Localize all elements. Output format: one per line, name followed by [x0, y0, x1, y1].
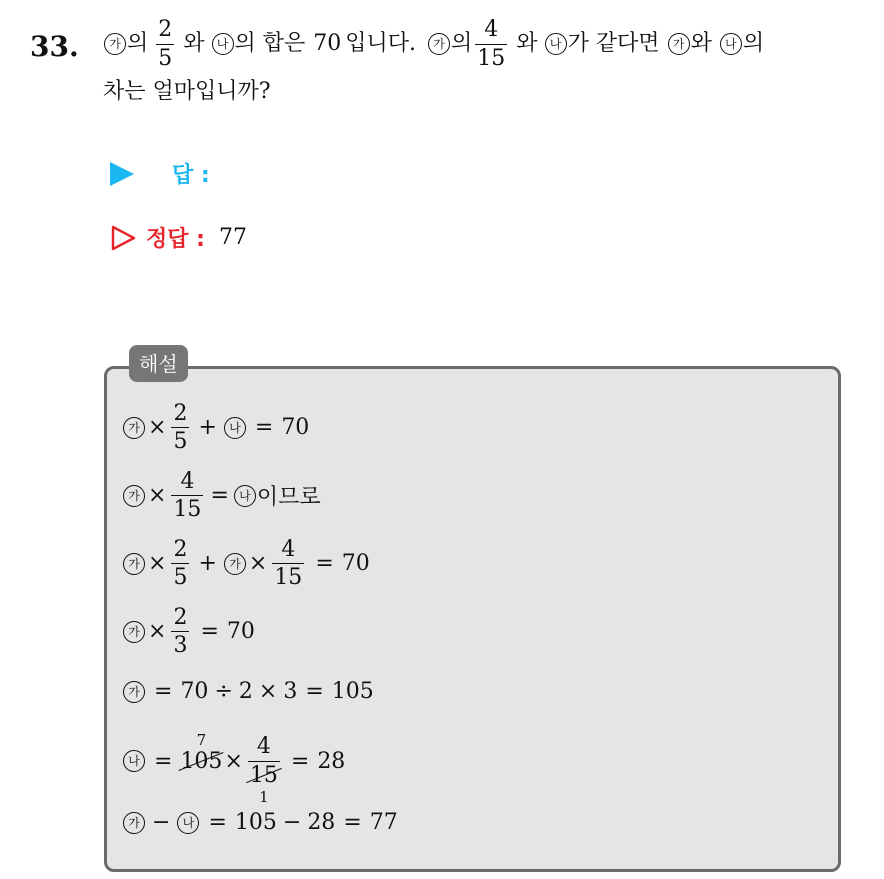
equals-sign: =: [208, 810, 227, 835]
equals-sign: =: [315, 551, 334, 577]
equals-sign: =: [305, 679, 324, 704]
plus-sign: +: [198, 551, 217, 577]
fraction: [171, 538, 189, 589]
question-text: [103, 14, 873, 107]
circle-na-symbol: 나: [720, 33, 742, 55]
value: 2: [238, 679, 253, 704]
times-sign: ×: [258, 679, 278, 704]
text: 의: [127, 30, 149, 56]
value: 105: [331, 679, 374, 704]
fraction-bar: [156, 44, 174, 45]
value: 70: [341, 551, 370, 577]
fraction-4-15: [475, 18, 507, 69]
text: 이므로: [256, 485, 321, 511]
circle-na-symbol: 나: [545, 33, 567, 55]
times-sign: ×: [248, 551, 268, 577]
circle-ga-symbol: 가: [104, 33, 126, 55]
value: 105: [180, 748, 223, 774]
equals-sign: =: [200, 619, 219, 645]
solution-line-5: [122, 679, 374, 704]
fraction-bar: [171, 631, 189, 632]
equals-sign: =: [290, 748, 310, 774]
fraction-denominator: 5: [173, 429, 188, 455]
cancelled-15: [248, 762, 280, 806]
circle-na-symbol: 나: [123, 750, 145, 772]
fraction-2-5: [156, 18, 174, 69]
minus-sign: −: [152, 810, 171, 835]
sum-value: 70: [313, 30, 342, 56]
equals-sign: =: [254, 415, 274, 441]
cancelled-105: [180, 730, 223, 774]
times-sign: ×: [148, 415, 167, 441]
question-line-1: [103, 14, 873, 74]
circle-ga-symbol: 가: [428, 33, 450, 55]
value: 70: [226, 619, 255, 645]
circle-ga-symbol: 가: [123, 553, 145, 575]
value: 77: [369, 810, 398, 835]
minus-sign: −: [282, 810, 302, 835]
fraction-numerator: 4: [256, 734, 271, 760]
circle-ga-symbol: 가: [123, 485, 145, 507]
fraction-denominator: 5: [158, 45, 173, 71]
solution-line-6: [122, 726, 346, 806]
fraction: [248, 734, 280, 806]
correct-answer-value: 77: [218, 225, 247, 250]
circle-ga-symbol: 가: [224, 553, 246, 575]
text: 의: [451, 30, 473, 56]
fraction-numerator: 4: [484, 17, 499, 43]
fraction-numerator: 2: [173, 401, 188, 426]
fraction-bar: [171, 427, 189, 428]
fraction-denominator: 15: [274, 565, 303, 591]
reduced-value: 7: [196, 730, 207, 749]
solution-line-1: [122, 402, 309, 453]
play-triangle-icon: [110, 162, 134, 186]
fraction-bar: [171, 563, 189, 564]
answer-label: 답 :: [172, 163, 210, 188]
text: 입니다.: [345, 30, 417, 56]
outline-triangle-icon: [110, 225, 136, 251]
circle-ga-symbol: 가: [123, 681, 145, 703]
equals-sign: =: [343, 810, 362, 835]
fraction-numerator: 2: [158, 17, 173, 43]
equals-sign: =: [154, 748, 173, 774]
solution-line-7: [122, 810, 398, 835]
fraction-denominator: 5: [173, 565, 188, 591]
value: 28: [307, 810, 336, 835]
fraction-numerator: 4: [281, 537, 296, 562]
fraction-bar: [248, 761, 280, 762]
fraction-numerator: 2: [173, 537, 188, 562]
text: 와: [183, 30, 205, 56]
reduced-value: 1: [259, 787, 269, 806]
fraction: [272, 538, 304, 589]
times-sign: ×: [148, 483, 167, 509]
circle-ga-symbol: 가: [123, 417, 145, 439]
circle-ga-symbol: 가: [123, 812, 145, 834]
divide-sign: ÷: [214, 679, 233, 704]
solution-line-2: [122, 470, 321, 521]
circle-na-symbol: 나: [224, 417, 246, 439]
fraction-denominator: 3: [173, 633, 188, 659]
question-line-2: 차는 얼마입니까?: [103, 79, 271, 104]
fraction-numerator: 2: [173, 605, 188, 630]
circle-ga-symbol: 가: [668, 33, 690, 55]
value: 3: [283, 679, 298, 704]
correct-answer-row: [110, 222, 247, 253]
text: 의 합은: [234, 30, 306, 56]
circle-na-symbol: 나: [234, 485, 256, 507]
fraction-bar: [171, 495, 203, 496]
equals-sign: =: [154, 679, 173, 704]
text: 와: [690, 30, 712, 56]
correct-answer-label: 정답 :: [146, 227, 205, 252]
times-sign: ×: [148, 551, 167, 577]
equals-sign: =: [210, 483, 229, 509]
value: 15: [249, 762, 278, 788]
answer-row: [110, 158, 210, 189]
solution-tag: 해설: [129, 345, 188, 382]
circle-ga-symbol: 가: [123, 621, 145, 643]
fraction-numerator: 4: [180, 469, 195, 494]
fraction: [171, 402, 189, 453]
times-sign: ×: [224, 748, 243, 774]
fraction-denominator: 15: [173, 497, 202, 523]
fraction-bar: [475, 44, 507, 45]
text: 와: [516, 30, 538, 56]
question-number: 33.: [30, 30, 79, 63]
fraction: [171, 470, 203, 521]
fraction-denominator: 15: [477, 45, 506, 71]
circle-na-symbol: 나: [177, 812, 199, 834]
fraction: [171, 606, 189, 657]
value: 105: [234, 810, 277, 835]
text: 의: [742, 30, 765, 56]
plus-sign: +: [198, 415, 217, 441]
circle-na-symbol: 나: [212, 33, 234, 55]
text: 가 같다면: [567, 30, 660, 56]
value: 70: [281, 415, 310, 441]
value: 70: [180, 679, 209, 704]
fraction-bar: [272, 563, 304, 564]
value: 28: [317, 748, 346, 774]
solution-line-3: [122, 538, 370, 589]
times-sign: ×: [148, 619, 167, 645]
solution-line-4: [122, 606, 255, 657]
